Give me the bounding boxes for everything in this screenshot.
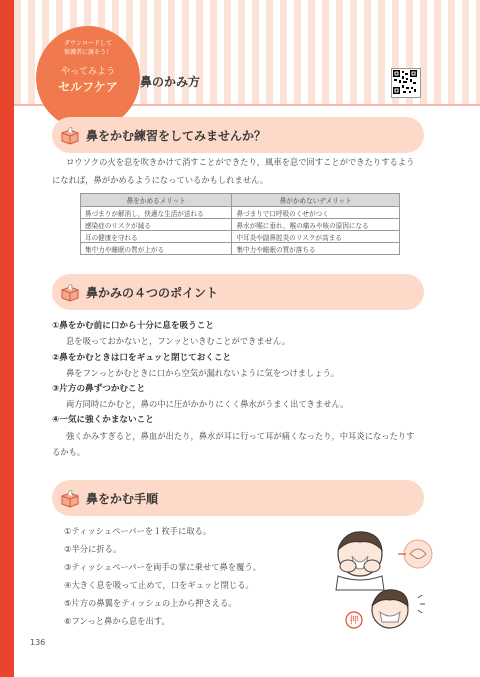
point-4-body-line1: 強くかみすぎると，鼻血が出たり，鼻水が耳に行って耳が痛くなったり，中耳炎になったりす [66, 431, 415, 441]
page-title: 鼻のかみ方 [140, 75, 201, 89]
point-1-title: ①鼻をかむ前に口から十分に息を吸うこと [52, 321, 214, 331]
point-4-title: ④一気に強くかまないこと [52, 415, 154, 425]
merit-table [80, 193, 400, 255]
section-points-title: 鼻かみの４つのポイント [86, 286, 219, 300]
page-number: 136 [30, 638, 46, 647]
qr-code-icon[interactable] [391, 68, 421, 98]
badge-line2: 保護者に渡そう！ [63, 49, 112, 56]
table-cell: 集中力や睡眠の質が落ちる [232, 243, 400, 255]
step-6: ⑥フンっと鼻から息を出す。 [64, 616, 170, 626]
tissue-box-icon [60, 282, 80, 302]
step-1: ①ティッシュペーパーを１枚手に取る。 [64, 526, 212, 536]
step-2: ②半分に折る。 [64, 544, 122, 554]
table-row [81, 219, 400, 231]
badge-subtitle: やってみよう [60, 67, 115, 77]
step-4: ④大きく息を吸って止めて，口をギュッと閉じる。 [64, 580, 254, 590]
press-label: 押 [349, 616, 359, 626]
intro-line-2: になれば，鼻がかめるようになっているかもしれません。 [52, 175, 269, 185]
intro-line-1: ロウソクの火を息を吹きかけて消すことができたり，風車を息で回すことができたりするよう [66, 157, 415, 167]
step-5: ⑤片方の鼻翼をティッシュの上から押さえる。 [64, 598, 237, 608]
section-points-header [52, 274, 424, 310]
table-cell: 鼻水が喉に垂れ，喉の痛みや咳の原因になる [232, 219, 400, 231]
table-cell: 鼻づまりで口呼吸のくせがつく [232, 207, 400, 219]
table-cell: 感染症のリスクが減る [81, 219, 232, 231]
badge-title: セルフケア [58, 80, 118, 94]
point-2-title: ②鼻をかむときは口をギュッと閉じておくこと [52, 353, 232, 363]
point-4-body-line2: るかも。 [52, 447, 86, 457]
point-3-title: ③片方の鼻ずつかむこと [52, 384, 146, 394]
table-cell: 鼻づまりが解消し，快適な生活が送れる [81, 207, 232, 219]
table-cell: 集中力や睡眠の質が上がる [81, 243, 232, 255]
point-2-body: 鼻をフンっとかむときに口から空気が漏れないように気をつけましょう。 [66, 368, 340, 378]
table-row [81, 243, 400, 255]
left-accent-bar [0, 0, 14, 677]
step-3: ③ティッシュペーパーを両手の掌に乗せて鼻を覆う。 [64, 562, 262, 572]
point-1-body: 息を吸っておかないと，フンッといきむことができません。 [66, 336, 291, 346]
nose-blowing-illustration [308, 520, 442, 632]
tissue-box-icon [60, 488, 80, 508]
section-practice-header [52, 117, 424, 153]
self-care-badge [36, 26, 140, 130]
table-header-merit: 鼻をかめるメリット [81, 194, 232, 207]
table-row [81, 207, 400, 219]
badge-line1: ダウンロードして [63, 40, 112, 47]
table-header-demerit: 鼻がかめないデメリット [232, 194, 400, 207]
table-cell: 中耳炎や副鼻腔炎のリスクが高まる [232, 231, 400, 243]
table-row [81, 231, 400, 243]
tissue-box-icon [60, 125, 80, 145]
section-practice-title: 鼻をかむ練習をしてみませんか？ [86, 129, 267, 143]
table-header-row [81, 194, 400, 207]
section-steps-header [52, 480, 424, 516]
point-3-body: 両方同時にかむと，鼻の中に圧がかかりにくく鼻水がうまく出てきません。 [66, 399, 349, 409]
section-steps-title: 鼻をかむ手順 [86, 492, 159, 506]
table-cell: 耳の健康を守れる [81, 231, 232, 243]
